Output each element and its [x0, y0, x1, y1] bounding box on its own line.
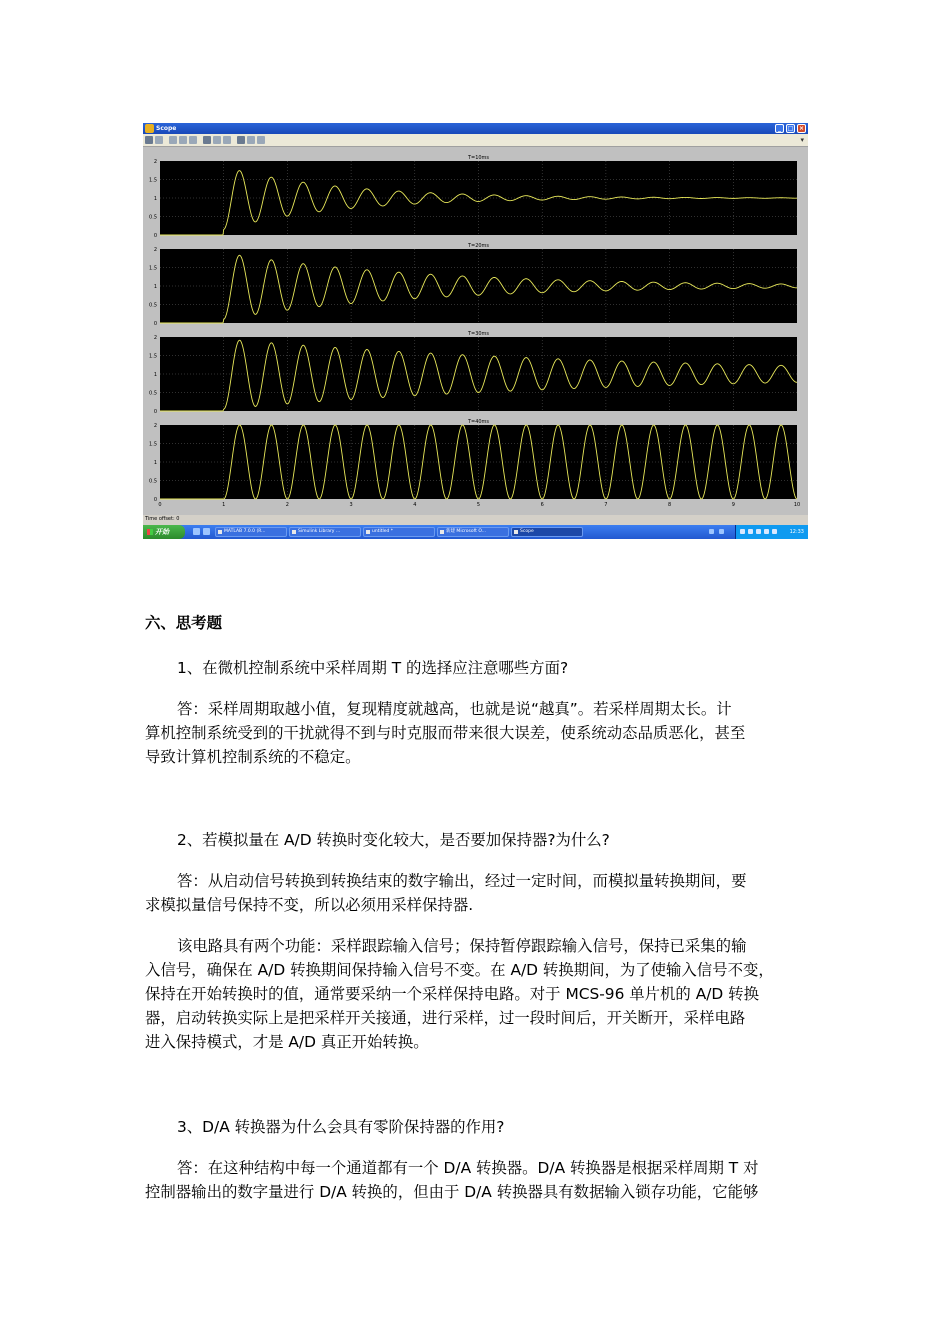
- task-label: untitled *: [372, 529, 394, 534]
- y-tick-label: 0: [153, 497, 157, 503]
- scope-title-bar: [143, 123, 808, 134]
- scope-plots-svg: [143, 147, 808, 515]
- close-button[interactable]: ×: [798, 125, 805, 132]
- security-icon[interactable]: [756, 529, 761, 534]
- start-label: 开始: [155, 528, 169, 536]
- question-3: 3、D/A 转换器为什么会具有零阶保持器的作用?: [177, 1118, 505, 1136]
- x-tick-label: 9: [731, 502, 735, 508]
- y-tick-label: 0.5: [149, 214, 157, 221]
- x-tick-label: 0: [158, 502, 162, 508]
- x-tick-label: 5: [476, 502, 481, 508]
- paragraph-line-5: 进入保持模式，才是 A/D 真正开始转换。: [145, 1033, 429, 1051]
- y-tick-label: 1: [153, 460, 157, 466]
- question-2: 2、若模拟量在 A/D 转换时变化较大，是否要加保持器?为什么?: [177, 831, 610, 849]
- x-tick-label: 3: [349, 502, 353, 508]
- y-tick-label: 0: [153, 321, 157, 327]
- y-tick-label: 1: [153, 196, 157, 202]
- y-tick-label: 1.5: [149, 265, 157, 272]
- scope-app-icon: [145, 124, 154, 133]
- answer-1-line-2: 算机控制系统受到的干扰就得不到与时克服而带来很大误差，使系统动态品质恶化，甚至: [145, 724, 746, 742]
- plot-title: T=20ms: [467, 243, 490, 249]
- matlab-icon: [218, 530, 222, 534]
- zoom-icon[interactable]: [169, 136, 177, 144]
- windows-flag-icon: [147, 529, 153, 535]
- task-label: MATLAB 7.0.0 (R...: [224, 529, 266, 534]
- window-title: Scope: [156, 125, 177, 132]
- y-tick-label: 0: [153, 233, 157, 239]
- paragraph-line-2: 入信号，确保在 A/D 转换期间保持输入信号不变。在 A/D 转换期间，为了使输入信号不变，: [145, 961, 774, 979]
- taskbar-item-untitled[interactable]: [363, 527, 435, 537]
- time-offset-label: Time offset: 0: [145, 516, 180, 522]
- taskbar-item-scope[interactable]: [511, 527, 583, 537]
- x-tick-label: 6: [540, 502, 544, 508]
- y-tick-label: 0.5: [149, 302, 157, 309]
- task-label: 新建 Microsoft O...: [446, 529, 486, 534]
- signal-selection-icon[interactable]: [257, 136, 265, 144]
- y-tick-label: 0: [153, 409, 157, 415]
- model-icon: [366, 530, 370, 534]
- taskbar-item-simulink[interactable]: [289, 527, 361, 537]
- x-tick-label: 1: [222, 502, 226, 508]
- clock: 12:33: [789, 529, 804, 535]
- y-tick-label: 1.5: [149, 177, 157, 184]
- taskbar-item-word[interactable]: [437, 527, 509, 537]
- answer-2-line-1: 答：从启动信号转换到转换结束的数字输出，经过一定时间，而模拟量转换期间，要: [177, 872, 747, 890]
- y-tick-label: 1: [153, 284, 157, 290]
- y-tick-label: 1.5: [149, 441, 157, 448]
- paragraph-line-4: 器，启动转换实际上是把采样开关接通，进行采样，过一段时间后，开关断开，采样电路: [145, 1009, 746, 1027]
- system-tray: [735, 525, 808, 539]
- parameters-icon[interactable]: [155, 136, 163, 144]
- plot-title: T=10ms: [467, 155, 490, 161]
- start-button[interactable]: [143, 525, 185, 539]
- scope-plot-area: [143, 147, 808, 515]
- maximize-button[interactable]: □: [787, 125, 794, 132]
- quicklaunch-browser-icon[interactable]: [193, 528, 200, 535]
- task-label: Scope: [520, 529, 534, 534]
- y-tick-label: 2: [153, 335, 157, 341]
- scope-screenshot: [143, 123, 808, 539]
- answer-1-line-3: 导致计算机控制系统的不稳定。: [145, 748, 361, 766]
- input-method-icon[interactable]: [719, 529, 724, 534]
- x-tick-label: 7: [604, 502, 608, 508]
- plot-title: T=40ms: [467, 419, 490, 425]
- simulink-icon: [292, 530, 296, 534]
- toolbar-dropdown-icon[interactable]: ▾: [800, 136, 804, 144]
- section-heading: 六、思考题: [145, 614, 222, 632]
- y-tick-label: 2: [153, 247, 157, 253]
- x-tick-label: 10: [793, 502, 801, 508]
- y-tick-label: 1.5: [149, 353, 157, 360]
- language-icon[interactable]: [709, 529, 714, 534]
- paragraph-line-3: 保持在开始转换时的值，通常要采纳一个采样保持电路。对于 MCS-96 单片机的 A/D 转换: [145, 985, 759, 1003]
- task-label: Simulink Library ...: [298, 529, 341, 534]
- y-tick-label: 0.5: [149, 390, 157, 397]
- scope-icon: [514, 530, 518, 534]
- minimize-button[interactable]: _: [775, 124, 784, 133]
- answer-3-line-1: 答：在这种结构中每一个通道都有一个 D/A 转换器。D/A 转换器是根据采样周期 T 对: [177, 1159, 759, 1177]
- zoom-y-icon[interactable]: [189, 136, 197, 144]
- answer-2-line-2: 求模拟量信号保持不变，所以必须用采样保持器.: [145, 896, 474, 914]
- print-icon[interactable]: [145, 136, 153, 144]
- x-tick-label: 2: [285, 502, 289, 508]
- volume-icon[interactable]: [748, 529, 753, 534]
- windows-taskbar: [143, 525, 808, 539]
- save-axes-icon[interactable]: [213, 136, 221, 144]
- floating-scope-icon[interactable]: [237, 136, 245, 144]
- network-icon[interactable]: [740, 529, 745, 534]
- y-tick-label: 0.5: [149, 478, 157, 485]
- question-1: 1、在微机控制系统中采样周期 T 的选择应注意哪些方面?: [177, 659, 569, 677]
- answer-3-line-2: 控制器输出的数字量进行 D/A 转换的，但由于 D/A 转换器具有数据输入锁存功能，它能够: [145, 1183, 759, 1201]
- tray-app-icon[interactable]: [772, 529, 777, 534]
- x-tick-label: 4: [413, 502, 417, 508]
- taskbar-item-matlab[interactable]: [215, 527, 287, 537]
- update-icon[interactable]: [764, 529, 769, 534]
- scope-toolbar: [143, 134, 808, 147]
- x-tick-label: 8: [668, 502, 672, 508]
- zoom-x-icon[interactable]: [179, 136, 187, 144]
- y-tick-label: 2: [153, 159, 157, 165]
- plot-title: T=30ms: [467, 331, 490, 337]
- restore-axes-icon[interactable]: [223, 136, 231, 144]
- autoscale-icon[interactable]: [203, 136, 211, 144]
- y-tick-label: 2: [153, 423, 157, 429]
- lock-axes-icon[interactable]: [247, 136, 255, 144]
- y-tick-label: 1: [153, 372, 157, 378]
- answer-1-line-1: 答：采样周期取越小值，复现精度就越高，也就是说“越真”。若采样周期太长。计: [177, 700, 732, 718]
- quicklaunch-desktop-icon[interactable]: [203, 528, 210, 535]
- word-icon: [440, 530, 444, 534]
- paragraph-line-1: 该电路具有两个功能：采样跟踪输入信号；保持暂停跟踪输入信号，保持已采集的输: [177, 937, 747, 955]
